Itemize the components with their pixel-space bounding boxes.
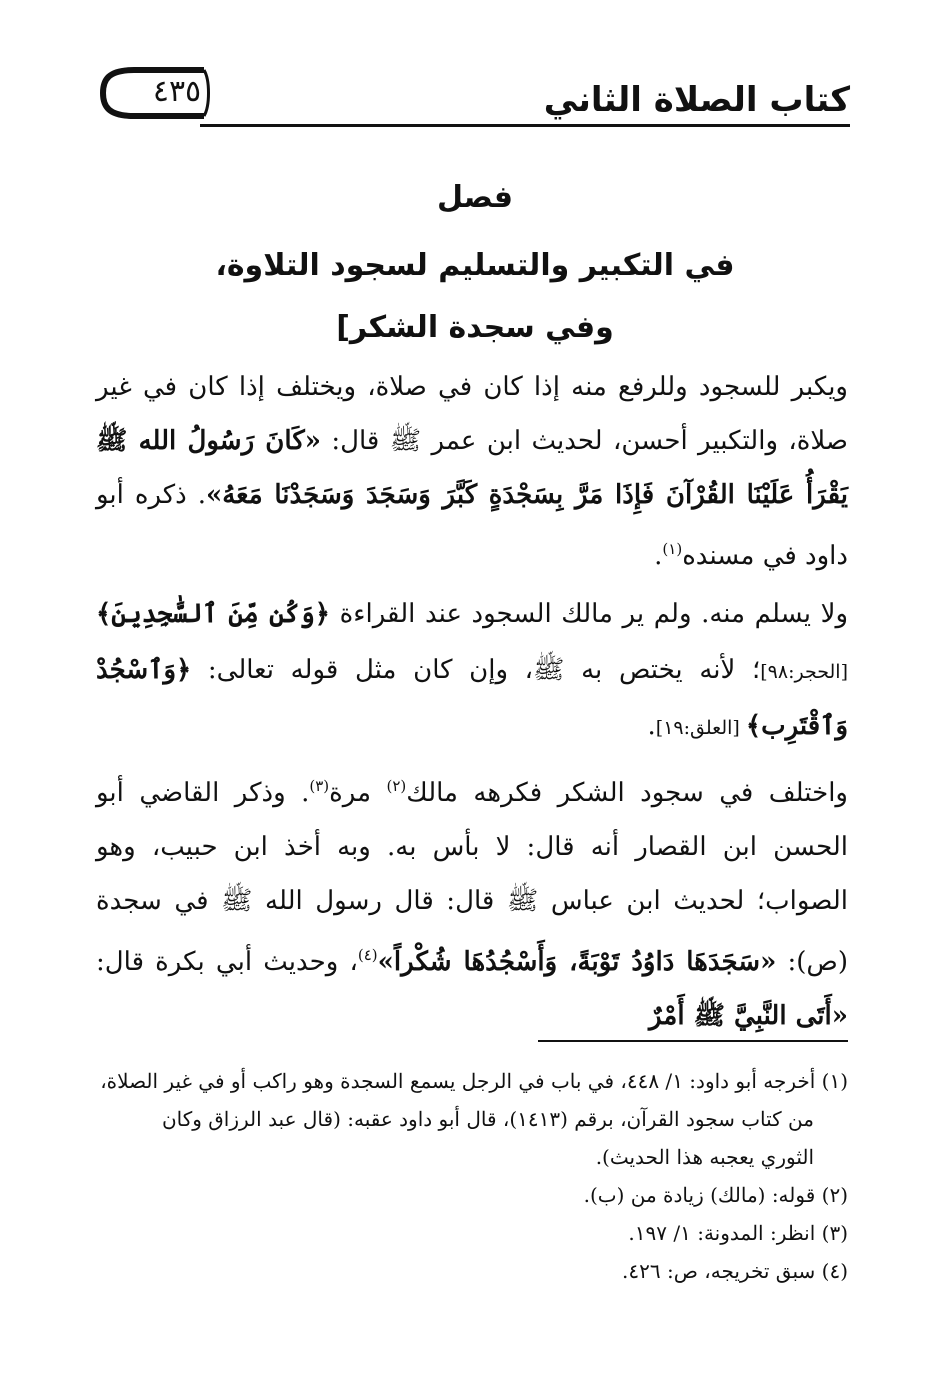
footnote-text: من كتاب سجود القرآن، برقم (١٤١٣)، قال أبو داود عقبه: (قال عبد الرزاق وكان xyxy=(161,1107,814,1131)
text-run: . xyxy=(647,711,656,741)
text-run: ولا يسلم منه. ولم ير مالك السجود عند القراءة xyxy=(330,599,848,629)
text-run: ، وحديث أبي بكرة قال: xyxy=(96,947,358,977)
footnote-text: الثوري يعجبه هذا الحديث). xyxy=(595,1145,814,1169)
section-heading: فصل xyxy=(437,180,513,215)
quran-verse: ﴿وَٱسْجُدْ وَٱقْتَرِب﴾ xyxy=(96,655,848,741)
quran-verse: ﴿وَكُن مِّنَ ٱلسَّٰجِدِينَ﴾ xyxy=(96,599,331,629)
footnote-1 xyxy=(96,1062,848,1176)
footnote-4: (٤) سبق تخريجه، ص: ٤٢٦. xyxy=(622,1259,848,1283)
text-run: . وذكر القاضي أبو الحسن ابن القصار أنه قال: لا بأس به. وبه أخذ ابن حبيب، وهو الصواب؛ لحديث ابن عباس ﷺ قال: قال رسول الله ﷺ في سجدة (ص): xyxy=(96,778,849,977)
text-run: ويكبر للسجود وللرفع منه إذا كان في صلاة، ويختلف إذا كان في غير صلاة، والتكبير أحسن، لحديث ابن عمر ﷺ قال: xyxy=(96,372,848,456)
running-title: كتاب الصلاة الثاني xyxy=(543,80,850,120)
text-run: مرة xyxy=(329,778,387,808)
hadith-quote: «كَانَ رَسُولُ الله ﷺ يَقْرَأُ عَلَيْنَا القُرْآنَ فَإِذَا مَرَّ بِسَجْدَةٍ كَبَّرَ وَسَجَدَ وَسَجَدْنَا مَعَهُ» xyxy=(96,426,848,510)
footnote-2: (٢) قوله: (مالك) زيادة من (ب). xyxy=(583,1183,848,1207)
footnote-3: (٣) انظر: المدونة: ١/ ١٩٧. xyxy=(628,1221,848,1245)
text-run: . ذكره أبو داود في مسنده xyxy=(96,480,848,571)
hadith-quote: «أَتَى النَّبِيَّ ﷺ أَمْرٌ xyxy=(649,1001,848,1031)
page-number-frame xyxy=(100,66,212,120)
header-rule xyxy=(200,124,850,127)
footnote-ref[interactable]: (٤) xyxy=(357,946,378,964)
footnote-ref[interactable]: (١) xyxy=(662,540,683,558)
footnote-ref[interactable]: (٣) xyxy=(309,777,330,795)
footnote-text: (١) أخرجه أبو داود: ١/ ٤٤٨، في باب في الرجل يسمع السجدة وهو راكب أو في غير الصلاة، xyxy=(100,1069,848,1093)
page-number: ٤٣٥ xyxy=(152,74,202,109)
main-text xyxy=(96,360,848,1043)
hadith-quote: «سَجَدَهَا دَاوُدُ تَوْبَةً، وَأَسْجُدُهَا شُكْراً» xyxy=(377,947,777,977)
verse-reference: [العلق:١٩] xyxy=(655,717,746,739)
footnotes xyxy=(96,1062,848,1290)
text-run: . xyxy=(654,541,663,571)
paragraph-2 xyxy=(96,587,848,755)
paragraph-1 xyxy=(96,360,848,583)
section-subheading-1: في التكبير والتسليم لسجود التلاوة، xyxy=(215,248,735,283)
footnote-separator xyxy=(538,1040,848,1042)
section-subheading-2: وفي سجدة الشكر] xyxy=(336,310,614,345)
verse-reference: [الحجر:٩٨] xyxy=(760,661,848,683)
paragraph-3 xyxy=(96,759,848,1043)
text-run: ؛ لأنه يختص به ﷺ، وإن كان مثل قوله تعالى: xyxy=(191,655,761,685)
page-header xyxy=(100,62,850,132)
text-run: واختلف في سجود الشكر فكرهه مالك xyxy=(406,778,848,808)
footnote-ref[interactable]: (٢) xyxy=(386,777,407,795)
